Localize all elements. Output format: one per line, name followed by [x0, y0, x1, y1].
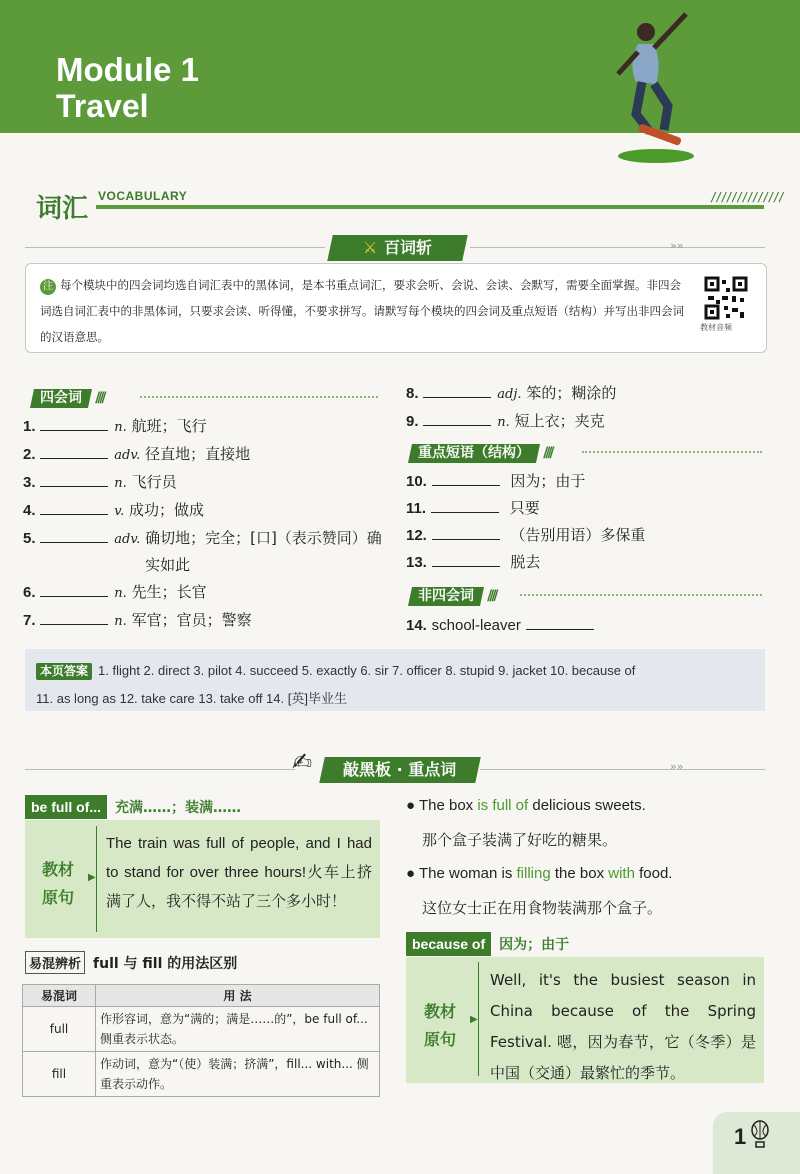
table-row	[23, 1052, 380, 1097]
example-text: food.	[634, 865, 673, 882]
answer-blank[interactable]	[432, 525, 500, 540]
source-divider	[96, 826, 97, 932]
chevrons-icon: »»	[670, 760, 684, 773]
answer-blank[interactable]	[423, 411, 491, 426]
list-item	[23, 497, 383, 525]
examples	[406, 789, 766, 925]
item-number: 13.	[406, 554, 427, 571]
item-number: 14.	[406, 617, 427, 634]
item-meaning: 先生；长官	[131, 583, 207, 601]
chevrons-icon: »»	[670, 239, 684, 252]
list-item	[406, 549, 776, 576]
banner-baicizhan	[327, 235, 468, 261]
answer-blank[interactable]	[423, 383, 491, 398]
item-number: 7.	[23, 612, 36, 629]
part-of-speech: n.	[114, 614, 127, 629]
triangle-icon: ▶	[470, 1014, 478, 1025]
compare-title: full 与 fill 的用法区别	[93, 955, 238, 972]
item-meaning: 成功；做成	[129, 501, 205, 519]
dotted-rule	[582, 451, 762, 453]
qr-code-icon[interactable]	[704, 276, 748, 320]
section-four-label: 四会词	[40, 390, 82, 406]
sword-icon: ⚔	[363, 238, 378, 257]
section-four-tag	[32, 387, 104, 408]
slashes-icon: ////	[95, 390, 104, 406]
skateboarder-illustration	[598, 4, 708, 164]
slashes-icon: ////	[543, 445, 552, 461]
note-text	[40, 272, 692, 350]
compare-table	[22, 984, 380, 1097]
table-header: 用 法	[96, 985, 380, 1007]
item-meaning: 短上衣；夹克	[514, 412, 605, 430]
example-highlight: filling	[516, 865, 551, 882]
right-words-list	[406, 380, 776, 436]
phrase2-header	[406, 932, 569, 956]
phrase1-meaning: 充满……；装满……	[115, 800, 241, 816]
phrase2-label: because of	[406, 932, 491, 956]
item-number: 4.	[23, 502, 36, 519]
list-item	[23, 413, 383, 441]
banner-label: 百词斩	[383, 238, 432, 257]
list-item	[406, 495, 776, 522]
item-number: 6.	[23, 584, 36, 601]
source-english: The train was full of people, and I had to stand for over three hours!	[106, 835, 372, 881]
compare-header	[25, 951, 237, 974]
answer-blank[interactable]	[40, 582, 108, 597]
table-header: 易混词	[23, 985, 96, 1007]
example-translation: 那个盒子装满了好吃的糖果。	[422, 831, 618, 849]
answer-blank[interactable]	[40, 500, 108, 515]
item-meaning: 航班；飞行	[131, 417, 207, 435]
list-item	[23, 441, 383, 469]
banner-divider-left	[25, 769, 295, 770]
item-number: 5.	[23, 530, 36, 547]
answers-line: 11. as long as 12. take care 13. take off 14. [英]毕业生	[36, 691, 347, 706]
item-meaning: （告别用语）多保重	[510, 526, 646, 544]
item-number: 1.	[23, 418, 36, 435]
example-text: delicious sweets.	[528, 797, 646, 814]
note-mark-icon: 注	[40, 279, 56, 295]
list-item	[23, 607, 383, 635]
vocab-heading-en: VOCABULARY	[98, 189, 188, 203]
banner-divider-left	[25, 247, 325, 248]
answers-text	[36, 657, 756, 713]
section-phrases-label: 重点短语（结构）	[418, 445, 530, 461]
list-item	[23, 579, 383, 607]
list-item	[23, 525, 383, 579]
part-of-speech: v.	[114, 504, 125, 519]
part-of-speech: adv.	[114, 532, 141, 547]
part-of-speech: adv.	[114, 448, 141, 463]
dotted-rule	[520, 594, 762, 596]
section-non-tag	[410, 585, 496, 606]
example-highlight: is full of	[477, 797, 529, 814]
compare-table-wrap	[22, 984, 380, 1097]
cartoon-pointer-icon: ✍	[292, 748, 313, 776]
list-item	[406, 522, 776, 549]
list-item	[406, 468, 776, 495]
phrase1-label: be full of...	[25, 795, 107, 819]
source-divider	[478, 962, 479, 1076]
item-number: 9.	[406, 413, 419, 430]
compare-tag: 易混辨析	[25, 951, 85, 974]
dotted-rule	[140, 396, 378, 398]
four-words-list	[23, 413, 383, 635]
non-four-item	[406, 612, 600, 639]
note-body: 每个模块中的四会词均选自词汇表中的黑体词，是本书重点词汇，要求会听、会说、会读、会默写，需要全面掌握。非四会词选自词汇表中的非黑体词，只要求会读、听得懂，不要求拼写。请默写每个模块的四会词及重点短语（结构）并写出非四会词的汉语意思。	[40, 278, 684, 344]
module-title: Module 1	[56, 51, 200, 88]
part-of-speech: n.	[114, 586, 127, 601]
answer-blank[interactable]	[432, 471, 500, 486]
slashes-icon: ////	[487, 588, 496, 604]
part-of-speech: n.	[497, 415, 510, 430]
item-number: 8.	[406, 385, 419, 402]
banner-divider-right	[480, 769, 765, 770]
answers-label: 本页答案	[36, 663, 92, 680]
triangle-icon: ▶	[88, 872, 96, 883]
answer-blank[interactable]	[40, 610, 108, 625]
phrase2-meaning: 因为；由于	[499, 937, 570, 953]
source-label: 教材原句	[41, 860, 74, 907]
module-subtitle: Travel	[56, 88, 149, 124]
answer-blank[interactable]	[40, 416, 108, 431]
phrase1-source-text	[106, 829, 372, 915]
example-text: The woman is	[418, 865, 517, 882]
source-chinese: 火车上挤满了人，我不得不站了三个多小时！	[106, 863, 372, 910]
table-cell-usage: 作动词，意为“（使）装满；挤满”，fill... with... 侧重表示动作。	[96, 1052, 380, 1097]
answers-line: 1. flight 2. direct 3. pilot 4. succeed 5. exactly 6. sir 7. officer 8. stupid 9. jacket 10. because of	[98, 663, 636, 678]
item-number: 2.	[23, 446, 36, 463]
item-number: 12.	[406, 527, 427, 544]
answer-blank[interactable]	[40, 472, 108, 487]
item-meaning: 军官；官员；警察	[131, 611, 252, 629]
item-meaning: 只要	[509, 499, 540, 517]
phrase2-source-text: Well, it's the busiest season in China because of the Spring Festival. 嗯，因为春节，它（冬季）是中国（交通）最繁忙的季节。	[490, 971, 756, 1082]
banner-key-words	[319, 757, 481, 783]
item-meaning: 因为；由于	[510, 472, 586, 490]
page-number: 1	[734, 1124, 747, 1149]
item-meaning: 脱去	[510, 553, 541, 571]
section-phrases-tag	[410, 442, 552, 463]
item-word: school-leaver	[431, 617, 521, 634]
example-sentence	[406, 789, 766, 823]
item-meaning: 径直地；直接地	[145, 445, 251, 463]
qr-label: 教材音频	[700, 323, 732, 332]
bullet-icon: ●	[406, 797, 416, 814]
list-item	[406, 408, 776, 436]
list-item	[406, 380, 776, 408]
part-of-speech: n.	[114, 476, 127, 491]
table-cell-usage: 作形容词，意为“满的；满是……的”，be full of... 侧重表示状态。	[96, 1007, 380, 1052]
banner-divider-right	[470, 247, 765, 248]
item-meaning: 笨的；糊涂的	[526, 384, 617, 402]
item-number: 3.	[23, 474, 36, 491]
answer-blank[interactable]	[431, 498, 499, 513]
source-label: 教材原句	[423, 1002, 456, 1049]
part-of-speech: n.	[114, 420, 127, 435]
example-text: The box	[418, 797, 478, 814]
item-number: 10.	[406, 473, 427, 490]
table-cell-word: fill	[23, 1052, 96, 1097]
example-translation: 这位女士正在用食物装满那个盒子。	[422, 899, 663, 917]
table-cell-word: full	[23, 1007, 96, 1052]
example-highlight: with	[608, 865, 635, 882]
item-number: 11.	[406, 500, 427, 517]
hatch-decoration: //////////////	[710, 190, 784, 204]
answer-blank[interactable]	[40, 444, 108, 459]
hot-air-balloon-icon	[750, 1120, 770, 1148]
part-of-speech: adj.	[497, 387, 522, 402]
vocab-underline	[96, 205, 764, 209]
example-text: the box	[550, 865, 609, 882]
section-non-label: 非四会词	[418, 588, 474, 604]
banner-label: 敲黑板 · 重点词	[343, 760, 457, 779]
answer-blank[interactable]	[526, 615, 594, 630]
item-meaning: 确切地；完全；[口]（表示赞同）确实如此	[145, 529, 382, 574]
answer-blank[interactable]	[40, 528, 108, 543]
vocab-heading-zh: 词汇	[36, 194, 89, 224]
example-sentence	[406, 857, 766, 891]
phrase1-header	[25, 795, 241, 819]
answer-blank[interactable]	[432, 552, 500, 567]
table-row	[23, 1007, 380, 1052]
bullet-icon: ●	[406, 865, 416, 882]
list-item	[23, 469, 383, 497]
phrase-list	[406, 468, 776, 576]
item-meaning: 飞行员	[131, 473, 177, 491]
